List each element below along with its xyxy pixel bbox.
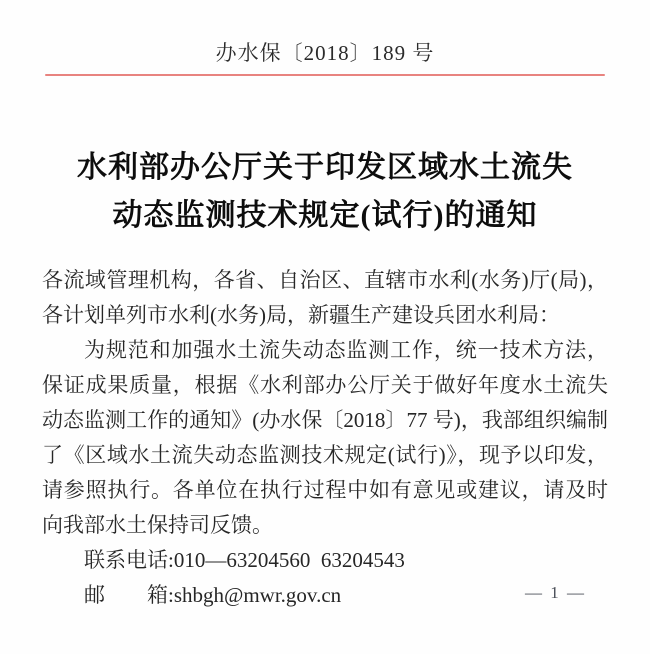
red-divider-line [45, 74, 605, 76]
document-title [0, 144, 650, 240]
document-title-line-1: 水利部办公厅关于印发区域水土流失 [77, 151, 573, 184]
salutation-paragraph: 各流域管理机构，各省、自治区、直辖市水利(水务)厅(局)，各计划单列市水利(水务)局，新疆生产建设兵团水利局： [42, 268, 608, 327]
document-number: 办水保〔2018〕189 号 [215, 41, 435, 65]
contact-email-line: 邮 箱:shbgh@mwr.gov.cn [84, 583, 342, 607]
contact-phone-line: 联系电话:010—63204560 63204543 [84, 548, 405, 572]
document-body [42, 263, 608, 613]
page-number: — 1 — [525, 583, 586, 602]
main-paragraph: 为规范和加强水土流失动态监测工作，统一技术方法，保证成果质量，根据《水利部办公厅关于做好年度水土流失动态监测工作的通知》(办水保〔2018〕77 号)，我部组织编制了《区域水土流失动态监测技术规定(试行)》，现予以印发，请参照执行。各单位在执行过程中如有意见或建议，请及时向我部水土保持司反馈。 [42, 338, 608, 537]
document-title-line-2: 动态监测技术规定(试行)的通知 [112, 199, 538, 232]
